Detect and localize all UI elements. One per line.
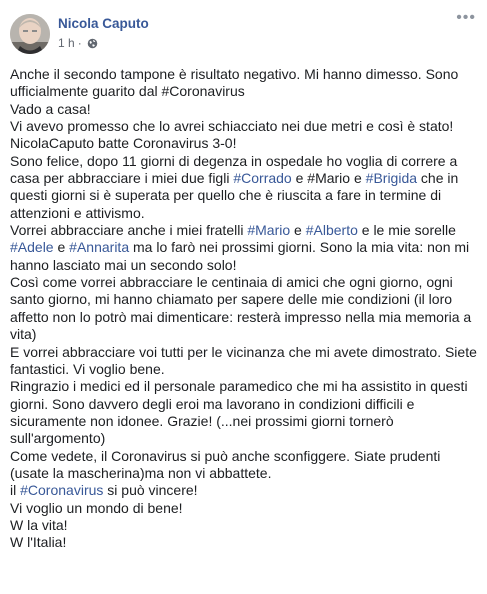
post-paragraph <box>10 448 482 483</box>
paragraph-text: che in questi giorni si è superata per quello che è riuscita a fare in termine di attenzioni e attivismo. <box>10 170 459 221</box>
paragraph-text: Vorrei abbracciare anche i miei fratelli <box>10 222 248 239</box>
post-paragraph <box>10 500 482 517</box>
post-paragraph <box>10 66 482 101</box>
paragraph-text: Ringrazio i medici ed il personale paramedico che mi ha assistito in questi giorni. Sono davvero degli eroi ma lavorano in condizioni difficili e sicuramente non idonee. Grazie! (...nei prossimi giorni tornerò sull'argomento) <box>10 378 468 447</box>
paragraph-text: W l'Italia! <box>10 534 67 551</box>
globe-icon[interactable] <box>87 38 98 49</box>
more-icon[interactable]: ••• <box>456 9 476 26</box>
hashtag-link[interactable]: #Annarita <box>69 239 130 256</box>
hashtag-link[interactable]: #Mario <box>247 222 291 239</box>
avatar[interactable] <box>10 14 50 54</box>
paragraph-text: e <box>290 222 306 239</box>
paragraph-text: W la vita! <box>10 516 68 533</box>
post-meta <box>58 36 98 50</box>
paragraph-text: E vorrei abbracciare voi tutti per le vicinanza che mi avete dimostrato. Siete fantastici. Vi voglio bene. <box>10 343 477 377</box>
hashtag-link[interactable]: #Brigida <box>365 170 418 187</box>
paragraph-text: e le mie sorelle <box>357 222 456 239</box>
post-paragraph <box>10 534 482 551</box>
post-paragraph <box>10 153 482 222</box>
paragraph-text: il <box>10 482 21 499</box>
meta-separator: · <box>77 36 82 50</box>
post-paragraph <box>10 222 482 274</box>
paragraph-text: Come vedete, il Coronavirus si può anche sconfiggere. Siate prudenti (usate la mascherina)ma non vi abbattete. <box>10 447 441 481</box>
post-paragraph <box>10 482 482 499</box>
paragraph-text: si può vincere! <box>103 482 198 499</box>
author-name[interactable]: Nicola Caputo <box>58 16 149 31</box>
paragraph-text: Vi voglio un mondo di bene! <box>10 499 183 516</box>
post-paragraph <box>10 118 482 153</box>
paragraph-text: Sono felice, dopo 11 giorni di degenza in ospedale ho voglia di correre a casa per abbracciare i miei due figli <box>10 152 458 187</box>
post-paragraph <box>10 274 482 343</box>
paragraph-text: e #Mario e <box>291 170 366 187</box>
paragraph-text: Così come vorrei abbracciare le centinaia di amici che ogni giorno, ogni santo giorno, mi hanno chiamato per sapere delle mie condizioni (il loro affetto non lo potrò mai dimenticare: resterà impresso nella mia memoria a vita) <box>10 274 472 343</box>
paragraph-text: e <box>53 239 70 256</box>
hashtag-link[interactable]: #Adele <box>10 239 54 256</box>
avatar-photo <box>10 14 50 54</box>
hashtag-link[interactable]: #Alberto <box>305 222 358 239</box>
post-paragraph <box>10 101 482 118</box>
post-paragraph <box>10 344 482 379</box>
paragraph-text: Vado a casa! <box>10 100 91 117</box>
post-header <box>10 8 480 54</box>
post-text <box>10 66 482 552</box>
post-paragraph <box>10 517 482 534</box>
hashtag-link[interactable]: #Corrado <box>233 170 292 187</box>
hashtag-link[interactable]: #Coronavirus <box>20 482 104 499</box>
post-paragraph <box>10 378 482 447</box>
post-time[interactable]: 1 h <box>58 36 75 50</box>
paragraph-text: Vi avevo promesso che lo avrei schiacciato nei due metri e così è stato! NicolaCaputo batte Coronavirus 3-0! <box>10 118 454 152</box>
paragraph-text: ma lo farò nei prossimi giorni. Sono la mia vita: non mi hanno lasciato mai un secondo solo! <box>10 239 470 273</box>
paragraph-text: Anche il secondo tampone è risultato negativo. Mi hanno dimesso. Sono ufficialmente guarito dal #Coronavirus <box>10 66 459 100</box>
